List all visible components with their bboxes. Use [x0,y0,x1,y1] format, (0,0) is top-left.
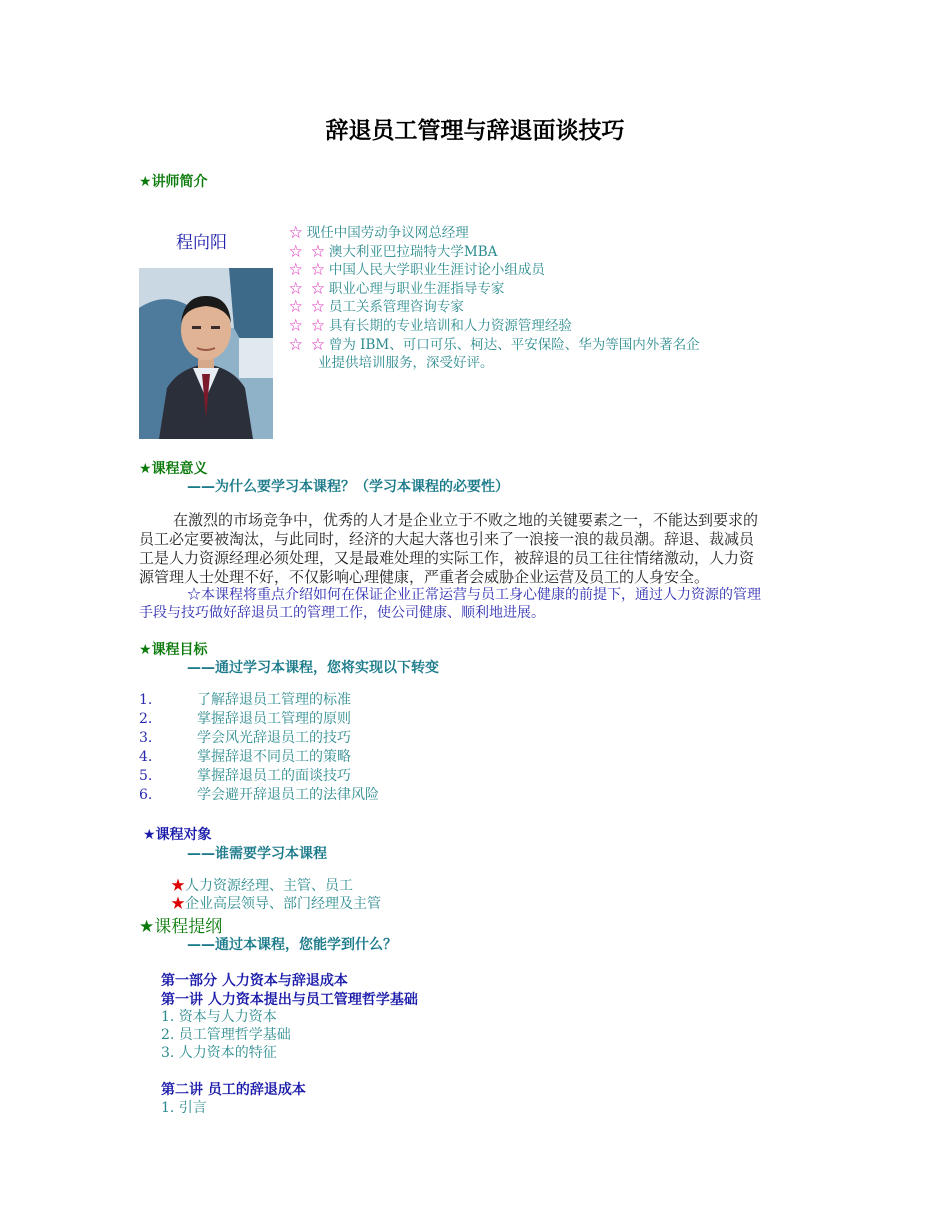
audience-item: ★企业高层领导、部门经理及主管 [171,896,381,912]
audience-heading-label: 课程对象 [155,827,212,843]
star-icon: ★ [139,174,152,190]
star-outline-icon: ☆ ☆ [289,243,325,260]
bio-line: ☆ ☆ 员工关系管理咨询专家 [289,299,464,316]
section-heading-significance [139,458,208,478]
star-outline-icon: ☆ ☆ [289,317,325,334]
outline-lecture-heading: 第二讲 员工的辞退成本 [161,1082,306,1098]
star-outline-icon: ☆ ☆ [289,262,325,279]
outline-item: 1. 资本与人力资本 [161,1009,277,1025]
instructor-photo [139,268,273,439]
bio-line: ☆ ☆ 中国人民大学职业生涯讨论小组成员 [289,262,545,279]
star-icon: ★ [139,461,152,477]
bio-line: ☆ ☆ 具有长期的专业培训和人力资源管理经验 [289,317,572,334]
goal-item: 3. 学会风光辞退员工的技巧 [139,730,351,746]
bio-line: 业提供培训服务，深受好评。 [318,355,494,372]
goal-item: 1. 了解辞退员工管理的标准 [139,692,351,708]
star-outline-icon: ☆ ☆ [289,280,325,297]
section-heading-instructor [139,171,208,191]
bio-line: ☆ 现任中国劳动争议网总经理 [289,225,469,241]
star-icon: ★ [171,896,185,912]
star-outline-icon: ☆ [289,225,303,241]
section-heading-goals [139,639,208,659]
outline-item: 3. 人力资本的特征 [161,1045,277,1061]
audience-item: ★人力资源经理、主管、员工 [171,878,353,894]
bio-line: ☆ ☆ 澳大利亚巴拉瑞特大学MBA [289,243,498,260]
instructor-name: 程向阳 [176,233,227,253]
bio-line: ☆ ☆ 职业心理与职业生涯指导专家 [289,280,505,297]
significance-heading-label: 课程意义 [151,461,208,477]
instructor-heading-label: 讲师简介 [151,174,208,190]
outline-item: 2. 员工管理哲学基础 [161,1027,291,1043]
significance-subtitle: ——为什么要学习本课程？（学习本课程的必要性） [187,479,509,495]
star-outline-icon: ☆ ☆ [289,336,325,353]
page-title: 辞退员工管理与辞退面谈技巧 [325,118,625,144]
outline-part-heading: 第一部分 人力资本与辞退成本 [161,973,348,989]
significance-para1-line: 工是人力资源经理必须处理，又是最难处理的实际工作，被辞退的员工往往情绪激动，人力资 [139,549,755,567]
outline-lecture-heading: 第一讲 人力资本提出与员工管理哲学基础 [161,992,418,1008]
goal-item: 2. 掌握辞退员工管理的原则 [139,711,351,727]
outline-subtitle: ——通过本课程，您能学到什么？ [187,937,397,953]
goal-item: 5. 掌握辞退员工的面谈技巧 [139,768,351,784]
outline-item: 1. 引言 [161,1100,207,1116]
outline-heading-label: 课程提纲 [154,917,223,937]
star-outline-icon: ☆ ☆ [289,299,325,316]
significance-para1-line: 员工必定要被淘汰，与此同时，经济的大起大落也引来了一浪接一浪的裁员潮。辞退、裁减员 [139,530,755,548]
instructor-bio [289,224,700,373]
bio-line: ☆ ☆ 曾为 IBM、可口可乐、柯达、平安保险、华为等国内外著名企 [289,336,700,353]
goal-item: 4. 掌握辞退不同员工的策略 [139,749,351,765]
significance-para2-line: 手段与技巧做好辞退员工的管理工作，使公司健康、顺利地进展。 [139,605,545,621]
star-icon: ★ [139,917,155,937]
audience-subtitle: ——谁需要学习本课程 [187,846,327,862]
goal-item: 6. 学会避开辞退员工的法律风险 [139,787,379,803]
goals-heading-label: 课程目标 [151,642,208,658]
star-icon: ★ [143,827,156,843]
significance-para1-line: 在激烈的市场竞争中，优秀的人才是企业立于不败之地的关键要素之一，不能达到要求的 [173,511,759,529]
significance-para2-line: ☆本课程将重点介绍如何在保证企业正常运营与员工身心健康的前提下，通过人力资源的管理 [187,587,761,603]
significance-para1-line: 源管理人士处理不好，不仅影响心理健康，严重者会威胁企业运营及员工的人身安全。 [139,568,710,586]
star-icon: ★ [139,642,152,658]
section-heading-audience [143,824,212,844]
goals-subtitle: ——通过学习本课程，您将实现以下转变 [187,660,439,676]
star-icon: ★ [171,878,185,894]
